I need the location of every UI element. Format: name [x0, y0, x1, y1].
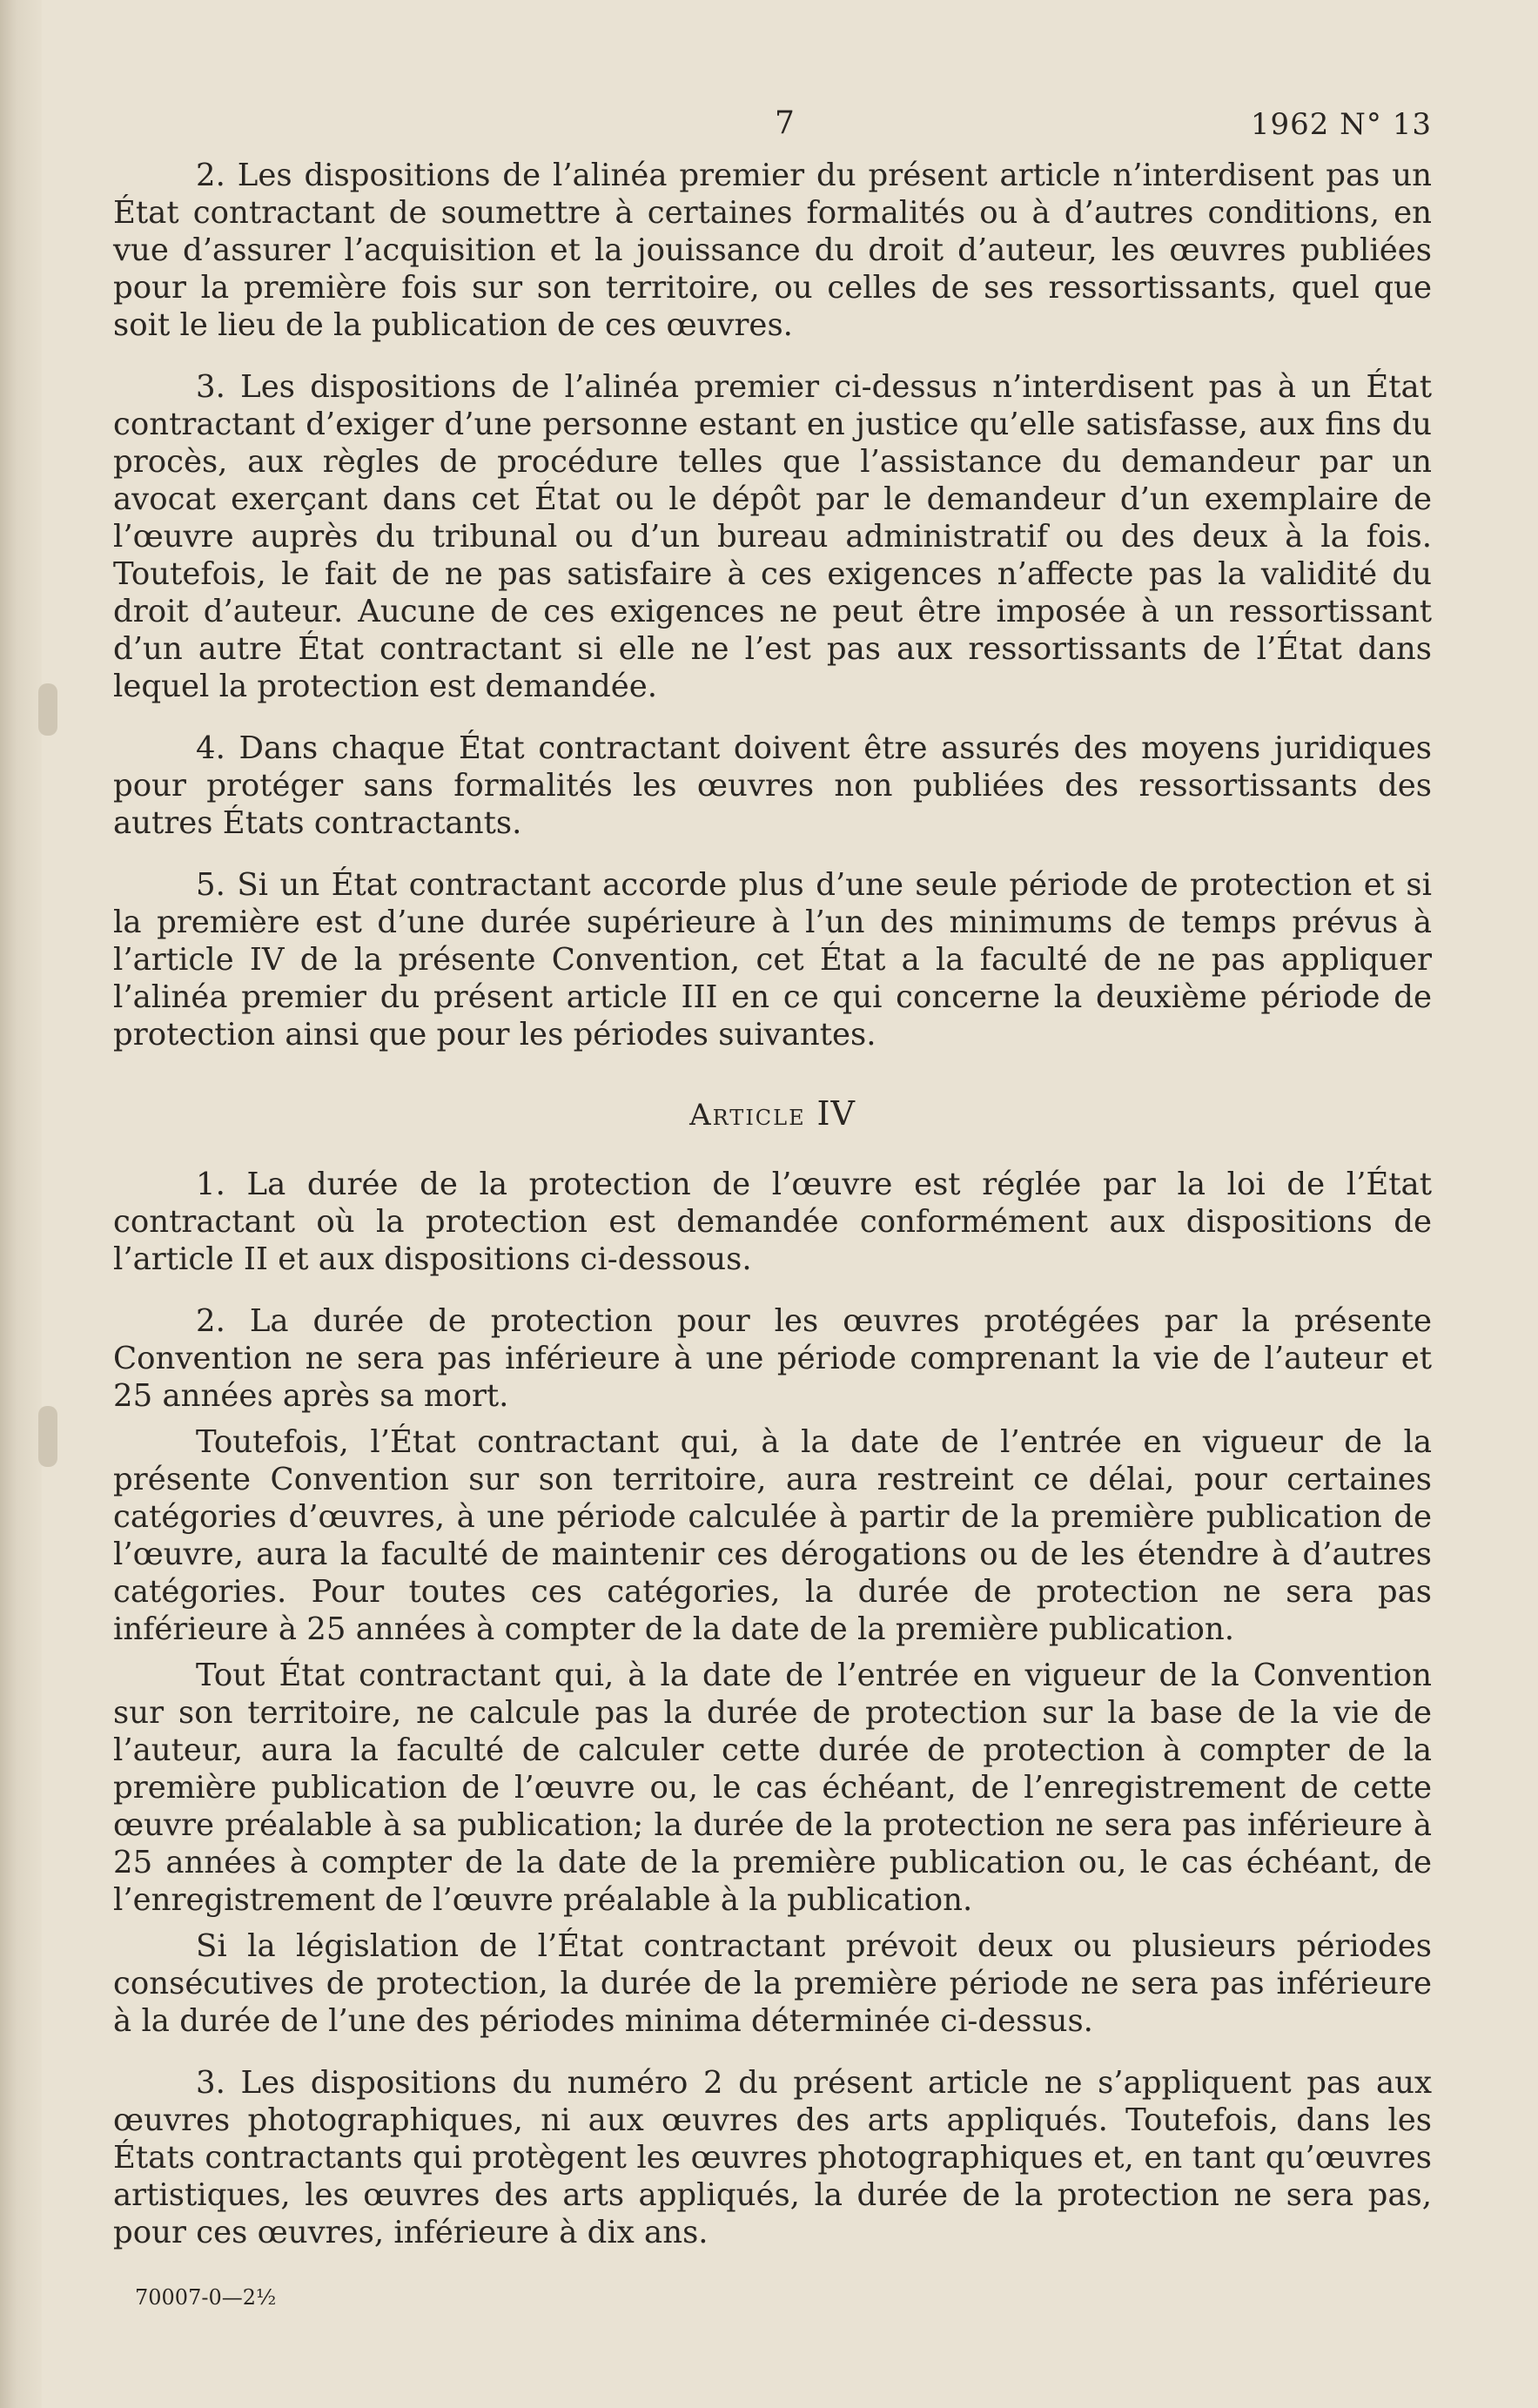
paragraph-article-iv-2-si-la-legislation: Si la législation de l’État contractant prévoit deux ou plusieurs périodes consécutives de protection, la durée de la première période ne sera pas inférieure à la durée de l’une des périodes minima déterminée ci-dessus.: [113, 1928, 1432, 2039]
paragraph-article-iv-2: 2. La durée de protection pour les œuvres protégées par la présente Convention ne sera pas inférieure à une période comprenant la vie de l’auteur et 25 années après sa mort.: [113, 1303, 1432, 1414]
article-heading-word: Article: [689, 1098, 806, 1133]
paragraph-article-iii-4: 4. Dans chaque État contractant doivent être assurés des moyens juridiques pour protéger sans formalités les œuvres non publiées des ressortissants des autres États contractants.: [113, 730, 1432, 841]
paragraph-article-iv-2-tout-etat: Tout État contractant qui, à la date de l’entrée en vigueur de la Convention sur son territoire, ne calcule pas la durée de protection sur la base de la vie de l’auteur, aura la faculté de calculer cette durée de protection à compter de la première publication de l’œuvre ou, le cas échéant, de l’enregistrement de cette œuvre préalable à sa publication; la durée de la protection ne sera pas inférieure à 25 années à compter de la date de la première publication ou, le cas échéant, de l’enregistrement de l’œuvre préalable à la publication.: [113, 1658, 1432, 1918]
document-reference: 1962 N° 13: [1250, 107, 1432, 142]
paragraph-article-iii-2: 2. Les dispositions de l’alinéa premier du présent article n’interdisent pas un État contractant de soumettre à certaines formalités ou à d’autres conditions, en vue d’assurer l’acquisition et la jouissance du droit d’auteur, les œuvres publiées pour la première fois sur son territoire, ou celles de ses ressortissants, quel que soit le lieu de la publication de ces œuvres.: [113, 158, 1432, 343]
page-number: 7: [775, 105, 795, 141]
document-page: [113, 104, 1432, 2276]
article-heading: [113, 1095, 1432, 1134]
paragraph-article-iii-5: 5. Si un État contractant accorde plus d’une seule période de protection et si la première est d’une durée supérieure à l’un des minimums de temps prévus à l’article IV de la présente Convention, cet État a la faculté de ne pas appliquer l’alinéa premier du présent article III en ce qui concerne la deuxième période de protection ainsi que pour les périodes suivantes.: [113, 867, 1432, 1053]
paragraph-article-iv-3: 3. Les dispositions du numéro 2 du présent article ne s’appliquent pas aux œuvres photographiques, ni aux œuvres des arts appliqués. Toutefois, dans les États contractants qui protègent les œuvres photographiques et, en tant qu’œuvres artistiques, les œuvres des arts appliqués, la durée de la protection ne sera pas, pour ces œuvres, inférieure à dix ans.: [113, 2065, 1432, 2250]
print-code: 70007-0—2½: [135, 2285, 277, 2310]
page-header: [113, 104, 1432, 157]
paragraph-article-iv-1: 1. La durée de la protection de l’œuvre est réglée par la loi de l’État contractant où la protection est demandée conformément aux dispositions de l’article II et aux dispositions ci-dessous.: [113, 1167, 1432, 1277]
paragraph-article-iii-3: 3. Les dispositions de l’alinéa premier ci-dessus n’interdisent pas à un État contractant d’exiger d’une personne estant en justice qu’elle satisfasse, aux fins du procès, aux règles de procédure telles que l’assistance du demandeur par un avocat exerçant dans cet État ou le dépôt par le demandeur d’un exemplaire de l’œuvre auprès du tribunal ou d’un bureau administratif ou des deux à la fois. Toutefois, le fait de ne pas satisfaire à ces exigences n’affecte pas la validité du droit d’auteur. Aucune de ces exigences ne peut être imposée à un ressortissant d’un autre État contractant si elle ne l’est pas aux ressortissants de l’État dans lequel la protection est demandée.: [113, 369, 1432, 704]
binding-mark: [38, 683, 57, 736]
article-heading-number: IV: [816, 1094, 856, 1133]
binding-mark: [38, 1406, 57, 1467]
paragraph-article-iv-2-toutefois: Toutefois, l’État contractant qui, à la date de l’entrée en vigueur de la présente Convention sur son territoire, aura restreint ce délai, pour certaines catégories d’œuvres, à une période calculée à partir de la première publication de l’œuvre, aura la faculté de maintenir ces dérogations ou de les étendre à d’autres catégories. Pour toutes ces catégories, la durée de protection ne sera pas inférieure à 25 années à compter de la date de la première publication.: [113, 1424, 1432, 1647]
page-binding-shadow: [0, 0, 42, 2408]
